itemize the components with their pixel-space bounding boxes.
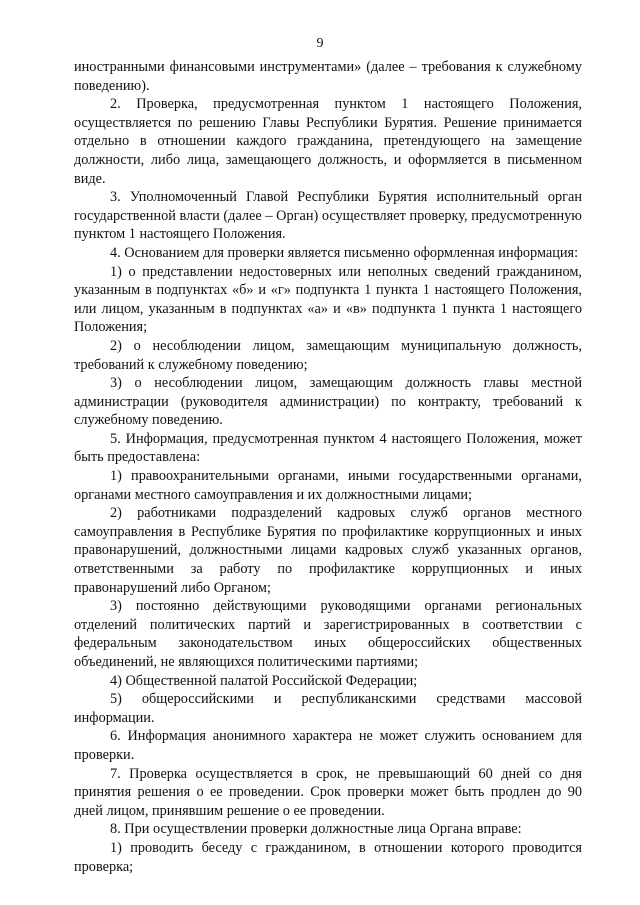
subitem-5-5: 5) общероссийскими и республиканскими средствами массовой информации. xyxy=(74,691,582,726)
page-body xyxy=(74,58,582,876)
paragraph-continuation: иностранными финансовыми инструментами» (далее – требования к служебному поведению). xyxy=(74,59,582,94)
page-number: 9 xyxy=(316,36,324,51)
subitem-4-3: 3) о несоблюдении лицом, замещающим должность главы местной администрации (руководителя администрации) по контракту, требований к служебному поведению. xyxy=(74,375,582,429)
paragraph-item-2: 2. Проверка, предусмотренная пунктом 1 настоящего Положения, осуществляется по решению Главы Республики Бурятия. Решение принимается отдельно в отношении каждого гражданина, претендующего на замещение должности, либо лица, замещающего должность, и оформляется в письменном виде. xyxy=(74,96,582,187)
subitem-5-1: 1) правоохранительными органами, иными государственными органами, органами местного самоуправления и их должностными лицами; xyxy=(74,468,582,503)
paragraph-item-6: 6. Информация анонимного характера не может служить основанием для проверки. xyxy=(74,728,582,763)
paragraph-item-8: 8. При осуществлении проверки должностные лица Органа вправе: xyxy=(110,821,522,838)
subitem-4-2: 2) о несоблюдении лицом, замещающим муниципальную должность, требований к служебному поведению; xyxy=(74,337,582,373)
subitem-8-1: 1) проводить беседу с гражданином, в отношении которого проводится проверка; xyxy=(74,839,582,875)
subitem-5-3: 3) постоянно действующими руководящими органами региональных отделений политических партий и зарегистрированных в соответствии с федеральным законодательством иных общероссийских общественных объединений, не являющихся политическими партиями; xyxy=(74,598,582,670)
paragraph-item-7: 7. Проверка осуществляется в срок, не превышающий 60 дней со дня принятия решения о ее проведении. Срок проверки может быть продлен до 90 дней лицом, принявшим решение о ее проведении. xyxy=(74,765,582,819)
paragraph-item-5: 5. Информация, предусмотренная пунктом 4 настоящего Положения, может быть предоставлена: xyxy=(74,430,582,466)
subitem-5-2: 2) работниками подразделений кадровых служб органов местного самоуправления в Республике Бурятия по профилактике коррупционных и иных правонарушений, должностными лицами кадровых служб указанных органов, ответственными за работу по профилактике коррупционных и иных правонарушений либо Органом; xyxy=(74,505,582,596)
paragraph-item-3: 3. Уполномоченный Главой Республики Бурятия исполнительный орган государственной власти (далее – Орган) осуществляет проверку, предусмотренную пунктом 1 настоящего Положения. xyxy=(74,189,582,243)
subitem-4-1: 1) о представлении недостоверных или неполных сведений гражданином, указанным в подпунктах «б» и «г» подпункта 1 пункта 1 настоящего Положения, или лицом, указанным в подпунктах «а» и «в» подпункта 1 пункта 1 настоящего Положения; xyxy=(74,263,582,336)
paragraph-item-4: 4. Основанием для проверки является письменно оформленная информация: xyxy=(110,244,579,261)
subitem-5-4: 4) Общественной палатой Российской Федерации; xyxy=(110,672,418,689)
